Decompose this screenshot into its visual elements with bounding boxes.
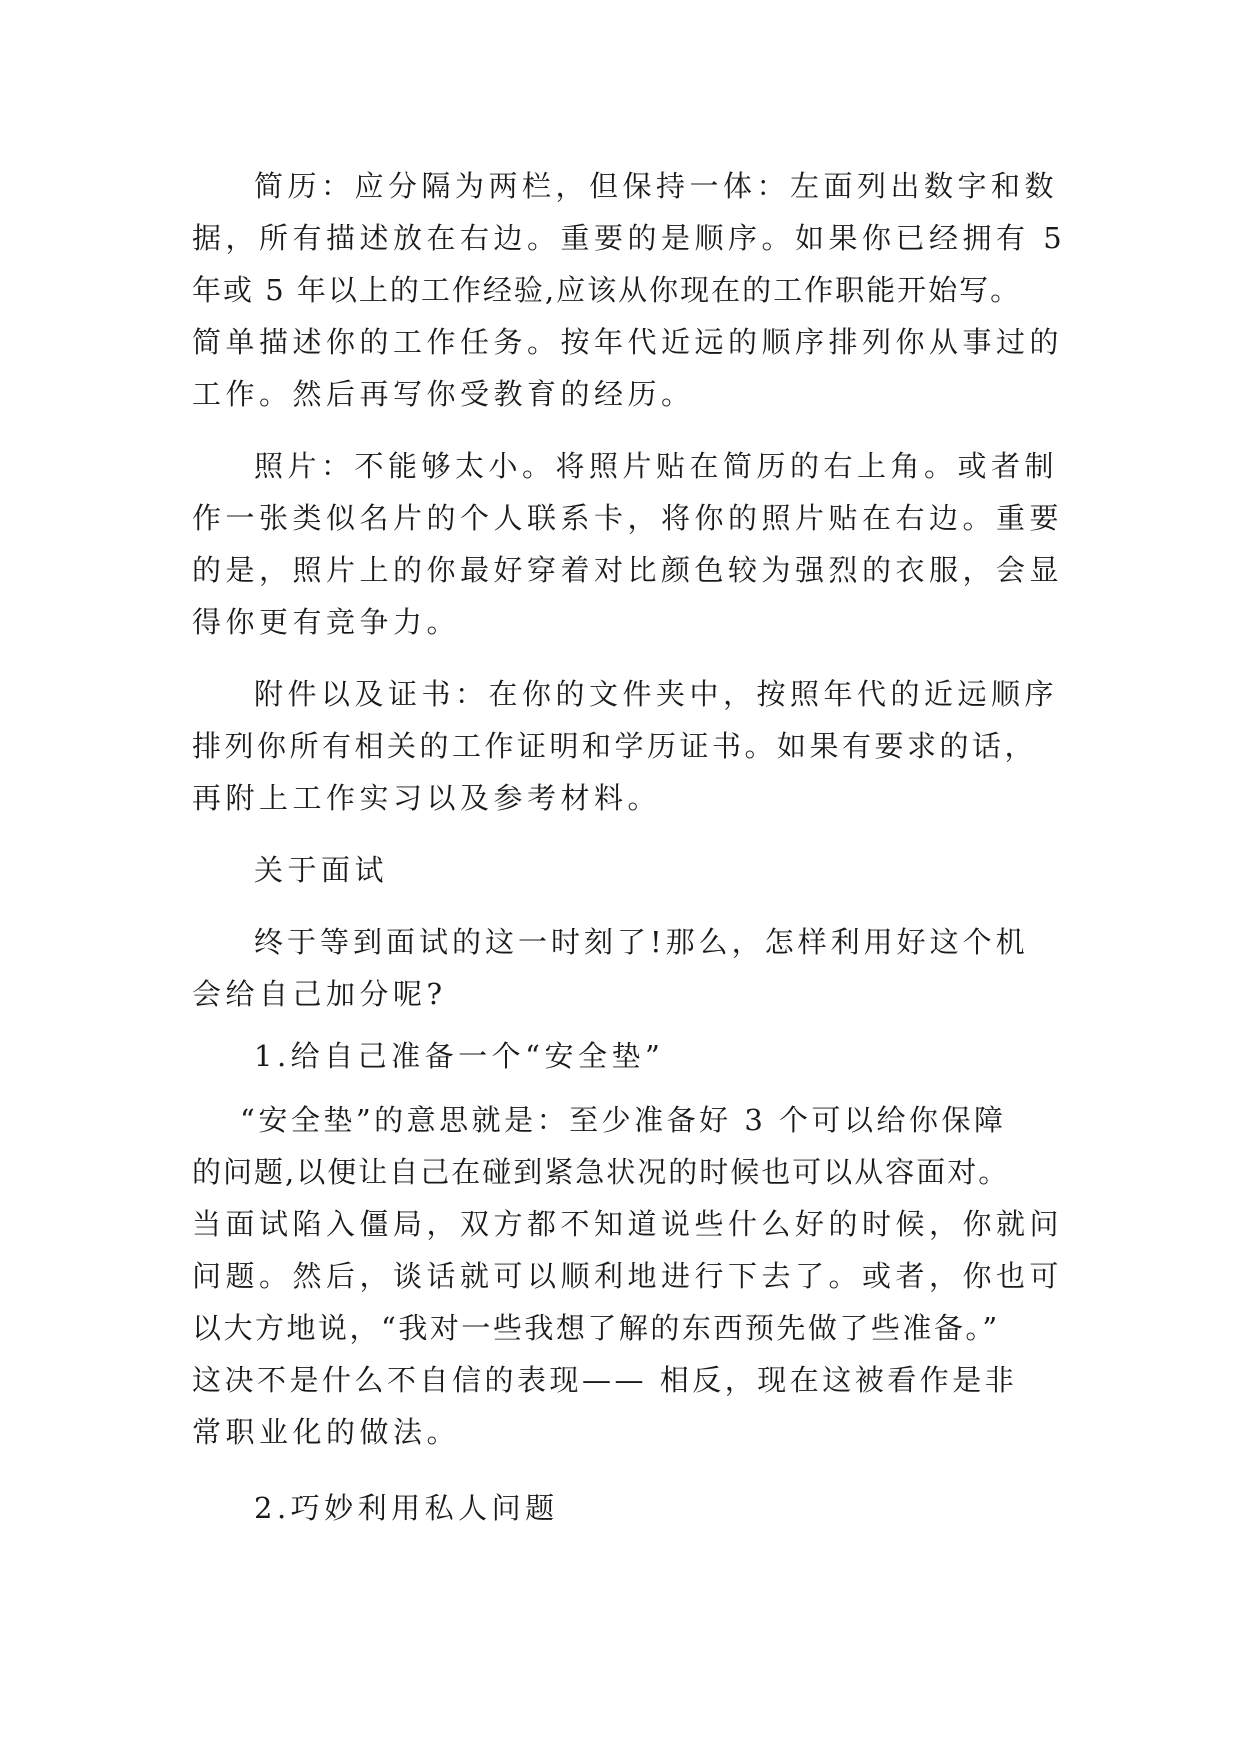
text-line: 再附上工作实习以及参考材料。 bbox=[192, 781, 662, 815]
text-line: 照片：不能够太小。将照片贴在简历的右上角。或者制 bbox=[254, 449, 1059, 483]
subheading: 2.巧妙利用私人问题 bbox=[254, 1491, 559, 1525]
section-heading: 关于面试 bbox=[254, 853, 389, 887]
text-line: 简单描述你的工作任务。按年代近远的顺序排列你从事过的 bbox=[192, 325, 1064, 359]
text-line: 作一张类似名片的个人联系卡，将你的照片贴在右边。重要 bbox=[192, 501, 1064, 535]
text-line: 问题。然后，谈话就可以顺利地进行下去了。或者，你也可 bbox=[192, 1259, 1064, 1293]
text-line: 得你更有竞争力。 bbox=[192, 605, 461, 639]
text-line: “安全垫”的意思就是：至少准备好 3 个可以给你保障 bbox=[240, 1103, 1007, 1137]
text-line: 的问题,以便让自己在碰到紧急状况的时候也可以从容面对。 bbox=[192, 1155, 1010, 1189]
text-line: 常职业化的做法。 bbox=[192, 1415, 461, 1449]
text-line: 的是，照片上的你最好穿着对比颜色较为强烈的衣服，会显 bbox=[192, 553, 1064, 587]
text-line: 据，所有描述放在右边。重要的是顺序。如果你已经拥有 5 bbox=[192, 221, 1067, 255]
text-line: 排列你所有相关的工作证明和学历证书。如果有要求的话， bbox=[192, 729, 1038, 763]
text-line: 附件以及证书：在你的文件夹中，按照年代的近远顺序 bbox=[254, 677, 1059, 711]
text-line: 简历：应分隔为两栏，但保持一体：左面列出数字和数 bbox=[254, 169, 1059, 203]
text-line: 当面试陷入僵局，双方都不知道说些什么好的时候，你就问 bbox=[192, 1207, 1064, 1241]
text-line: 工作。然后再写你受教育的经历。 bbox=[192, 377, 695, 411]
text-line: 以大方地说，“我对一些我想了解的东西预先做了些准备。” bbox=[192, 1311, 1000, 1345]
subheading: 1.给自己准备一个“安全垫” bbox=[254, 1039, 665, 1073]
text-line: 会给自己加分呢? bbox=[192, 977, 447, 1011]
text-line: 这决不是什么不自信的表现—— 相反，现在这被看作是非 bbox=[192, 1363, 1018, 1397]
text-line: 终于等到面试的这一时刻了!那么，怎样利用好这个机 bbox=[254, 925, 1029, 959]
text-line: 年或 5 年以上的工作经验,应该从你现在的工作职能开始写。 bbox=[192, 273, 1022, 307]
